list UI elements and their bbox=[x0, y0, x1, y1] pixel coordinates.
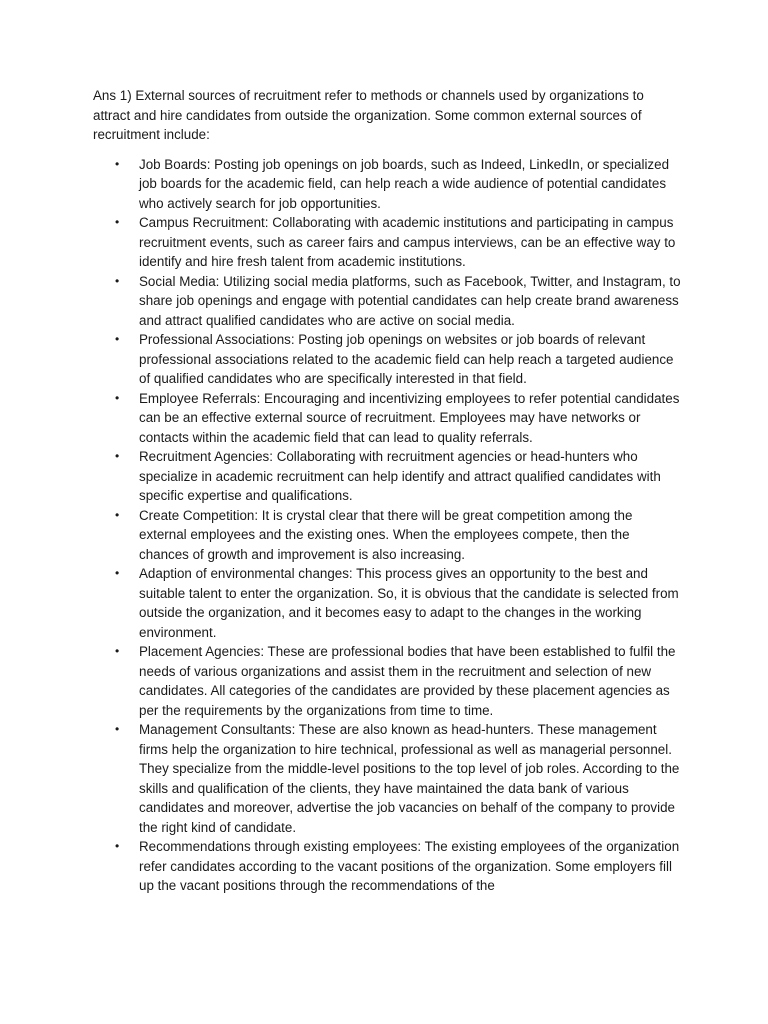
list-item-text: Placement Agencies: These are professional bodies that have been established to fulfil the needs of various organizations and assist them in the recruitment and selection of new candidates. All categories of the candidates are provided by these placement agencies as per the requirements by the organizations from time to time. bbox=[139, 644, 676, 718]
list-item bbox=[93, 837, 683, 896]
bullet-icon: • bbox=[115, 566, 120, 580]
bullet-icon: • bbox=[115, 839, 120, 853]
list-item-text: Recommendations through existing employees: The existing employees of the organization refer candidates according to the vacant positions of the organization. Some employers fill up the vacant positions through the recommendations of the bbox=[139, 839, 680, 893]
list-item-text: Professional Associations: Posting job openings on websites or job boards of relevant professional associations related to the academic field can help reach a targeted audience of qualified candidates who are specifically interested in that field. bbox=[139, 332, 674, 386]
intro-paragraph: Ans 1) External sources of recruitment refer to methods or channels used by organizations to attract and hire candidates from outside the organization. Some common external sources of recruitment include: bbox=[93, 88, 644, 142]
bullet-icon: • bbox=[115, 390, 120, 405]
list-item bbox=[93, 213, 683, 272]
bullet-icon: • bbox=[115, 644, 120, 658]
list-item bbox=[93, 642, 683, 720]
list-item-text: Social Media: Utilizing social media platforms, such as Facebook, Twitter, and Instagram, to share job openings and engage with potential candidates can help create brand awareness and attract qualified candidates who are active on social media. bbox=[139, 273, 681, 328]
list-item bbox=[93, 272, 683, 331]
bullet-icon: • bbox=[115, 215, 120, 229]
list-item bbox=[93, 330, 683, 389]
list-item-text: Adaption of environmental changes: This process gives an opportunity to the best and suitable talent to enter the organization. So, it is obvious that the candidate is selected from outside the organization, and it becomes easy to adapt to the changes in the working environment. bbox=[139, 566, 679, 640]
list-item-text: Management Consultants: These are also known as head-hunters. These management firms help the organization to hire technical, professional as well as managerial personnel. They specialize from the middle-level positions to the top level of job roles. According to the skills and qualification of the clients, they have maintained the data bank of various candidates and moreover, advertise the job vacancies on behalf of the company to provide the right kind of candidate. bbox=[139, 722, 680, 835]
bullet-icon: • bbox=[115, 332, 120, 346]
list-item bbox=[93, 447, 683, 506]
bullet-icon: • bbox=[115, 273, 120, 288]
list-item bbox=[93, 389, 683, 448]
bullet-icon: • bbox=[115, 449, 120, 463]
bullet-icon: • bbox=[115, 156, 120, 171]
list-item-text: Create Competition: It is crystal clear that there will be great competition among the external employees and the existing ones. When the employees compete, then the chances of growth and improvement is also increasing. bbox=[139, 507, 633, 562]
list-item-text: Recruitment Agencies: Collaborating with recruitment agencies or head-hunters who specialize in academic recruitment can help identify and attract qualified candidates with specific expertise and qualifications. bbox=[139, 449, 661, 503]
bullet-icon: • bbox=[115, 507, 120, 522]
document-page bbox=[93, 86, 683, 896]
list-item-text: Job Boards: Posting job openings on job boards, such as Indeed, LinkedIn, or specialized job boards for the academic field, can help reach a wide audience of potential candidates who actively search for job opportunities. bbox=[139, 156, 670, 211]
list-item-text: Employee Referrals: Encouraging and incentivizing employees to refer potential candidates can be an effective external source of recruitment. Employees may have networks or contacts within the academic field that can lead to quality referrals. bbox=[139, 390, 680, 445]
recruitment-sources-list bbox=[93, 155, 683, 896]
bullet-icon: • bbox=[115, 722, 120, 736]
list-item bbox=[93, 720, 683, 837]
list-item bbox=[93, 564, 683, 642]
list-item-text: Campus Recruitment: Collaborating with academic institutions and participating in campus recruitment events, such as career fairs and campus interviews, can be an effective way to identify and hire fresh talent from academic institutions. bbox=[139, 215, 676, 269]
list-item bbox=[93, 155, 683, 214]
list-item bbox=[93, 506, 683, 565]
